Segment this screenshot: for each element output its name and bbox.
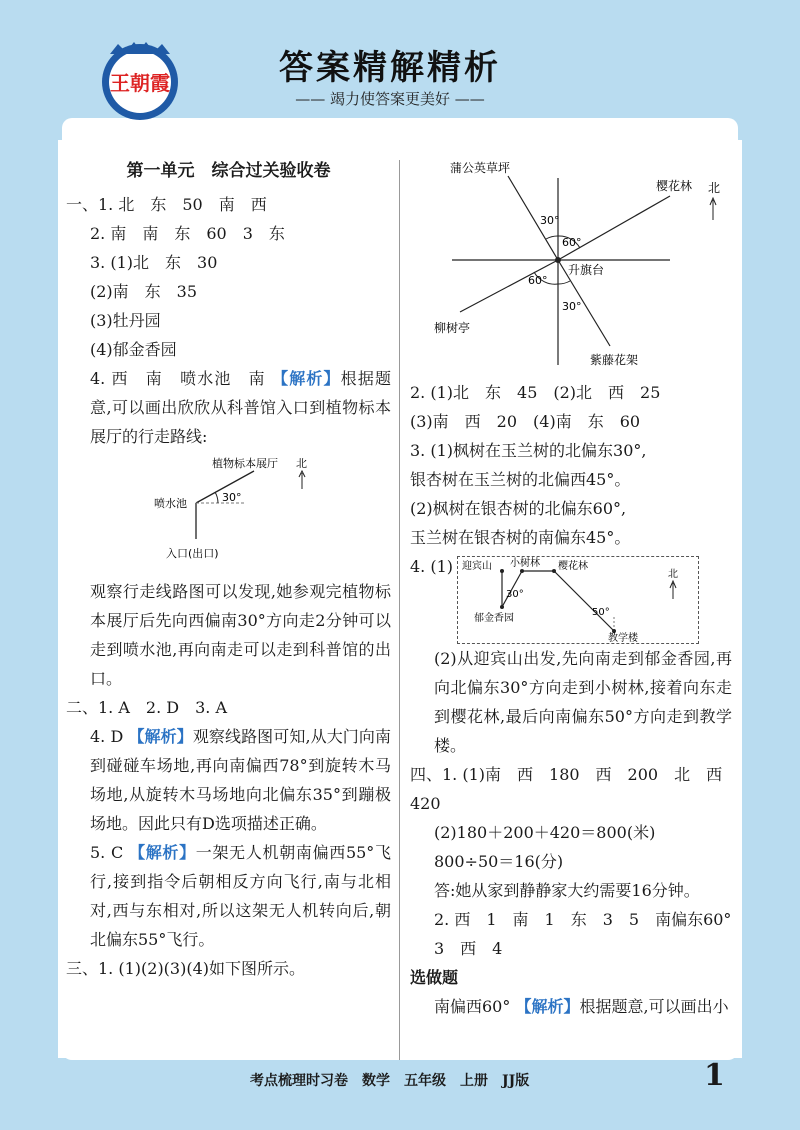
answer-q4-1c: 800÷50＝16(分) [434,852,564,871]
analysis-tag: 【解析】 [129,843,196,862]
fig1-top-label: 植物标本展厅 [212,457,278,470]
answer-q1-3a: 3. (1)北 东 30 [90,253,218,272]
analysis-tag: 【解析】 [128,727,193,746]
fig2-north-label: 北 [708,181,721,195]
answer-optional-text: 根据题意,可以画出小 [579,997,729,1016]
answer-q1-1: 一、1. 北 东 50 南 西 [66,195,267,214]
column-divider [399,160,400,1060]
answer-q2-4-head: 4. D [90,727,124,746]
answer-q2-1: 二、1. A 2. D 3. A [66,698,227,717]
answer-q3-3b: 银杏树在玉兰树的北偏西45°。 [410,470,631,489]
fig2-label-flagpole: 升旗台 [568,263,605,277]
fig3-label-school: 教学楼 [608,633,639,644]
answer-q1-4-head: 4. 西 南 喷水池 南 [90,369,266,388]
right-border [742,0,800,1130]
optional-question-title: 选做题 [410,968,459,987]
fig3-angle-2: 50° [592,607,610,618]
answer-q2-4 [66,722,391,838]
right-column [410,378,739,1021]
fig3-north-label: 北 [668,569,679,580]
fig1-north-label: 北 [296,457,307,470]
answer-q3-3d: 玉兰树在银杏树的南偏东45°。 [410,528,631,547]
fig2-angle-3: 60° [528,274,548,287]
route-diagram-1 [126,455,316,573]
fig3-angle-1: 30° [506,589,524,600]
answer-q1-4 [66,364,391,451]
footer-text: 考点梳理时习卷 数学 五年级 上册 JJ版 [250,1073,530,1089]
page-number: 1 [704,1058,725,1093]
direction-diagram-2 [430,160,730,375]
answer-q2-5-text: 一架无人机朝南偏西55°飞行,接到指令后朝相反方向飞行,南与北相对,西与东相对,所以这架无人机转向后,朝北偏东55°飞行。 [90,843,391,949]
answer-q3-4b: (2)从迎宾山出发,先向南走到郁金香园,再向北偏东30°方向走到小树林,接着向东走到樱花林,最后向南偏东50°方向走到教学楼。 [434,649,732,755]
page-title: 答案精解精析 [279,48,501,88]
fig3-label-tulip: 郁金香园 [474,613,515,624]
answer-q4-2a: 2. 西 1 南 1 东 3 5 南偏东60° [434,910,732,929]
fig1-mid-label: 喷水池 [154,497,187,510]
answer-q2-5-head: 5. C [90,843,124,862]
fig2-angle-2: 60° [562,236,582,249]
fig2-angle-4: 30° [562,300,582,313]
route-diagram-3 [457,556,699,644]
page-subtitle: —— 竭力使答案更美好 —— [295,90,485,108]
fig1-angle: 30° [222,491,242,504]
answer-q4-2b: 3 西 4 [434,939,503,958]
answer-q4-1b: (2)180＋200＋420＝800(米) [434,823,656,842]
answer-q4-1a: 四、1. (1)南 西 180 西 200 北 西 420 [410,765,739,813]
analysis-tag: 【解析】 [515,997,580,1016]
answer-q3-4a-row [410,552,732,644]
fig2-label-willow: 柳树亭 [434,321,471,335]
bottom-border [0,1058,800,1130]
answer-q1-3c: (3)牡丹园 [90,311,161,330]
answer-q3-4a: 4. (1) [410,557,454,576]
answer-q3-3a: 3. (1)枫树在玉兰树的北偏东30°, [410,441,647,460]
answer-q1-2: 2. 南 南 东 60 3 东 [90,224,285,243]
answer-q2-5 [66,838,391,954]
fig1-bottom-label: 入口(出口) [166,547,219,560]
answer-q4-1d: 答:她从家到静静家大约需要16分钟。 [434,881,700,900]
answer-optional [410,992,732,1021]
left-border [0,0,58,1130]
answer-q1-3b: (2)南 东 35 [90,282,198,301]
answer-q1-4-conclusion: 观察行走线路图可以发现,她参观完植物标本展厅后先向西偏南30°方向走2分钟可以走到喷水池,再向南走可以走到科普馆的出口。 [90,582,391,688]
logo-text: 王朝霞 [110,71,170,95]
fig2-label-cherry: 樱花林 [656,179,693,193]
answer-optional-head: 南偏西60° [434,997,511,1016]
fig3-label-yingbinshan: 迎宾山 [462,561,493,572]
answer-q2-4-text: 观察线路图可知,从大门向南到碰碰车场地,再向南偏西78°到旋转木马场地,从旋转木马场地向北偏东35°到蹦极场地。因此只有D选项描述正确。 [90,727,391,833]
left-column [66,157,391,983]
answer-q3-1: 三、1. (1)(2)(3)(4)如下图所示。 [66,959,306,978]
fig2-label-dandelion: 蒲公英草坪 [450,161,511,175]
fig2-angle-1: 30° [540,214,560,227]
answer-q1-3d: (4)郁金香园 [90,340,177,359]
analysis-tag: 【解析】 [272,369,341,388]
fig2-label-wisteria: 紫藤花架 [590,353,639,367]
answer-q3-3c: (2)枫树在银杏树的北偏东60°, [410,499,627,518]
section-title: 第一单元 综合过关验收卷 [126,161,331,181]
answer-q3-2b: (3)南 西 20 (4)南 东 60 [410,412,641,431]
answer-q1-4-text: 根据题意,可以画出欣欣从科普馆入口到植物标本展厅的行走路线: [90,369,391,446]
answer-q3-2a: 2. (1)北 东 45 (2)北 西 25 [410,383,661,402]
brand-logo [96,36,184,124]
fig3-label-cherry: 樱花林 [558,561,589,572]
fig3-label-grove: 小树林 [510,558,541,569]
